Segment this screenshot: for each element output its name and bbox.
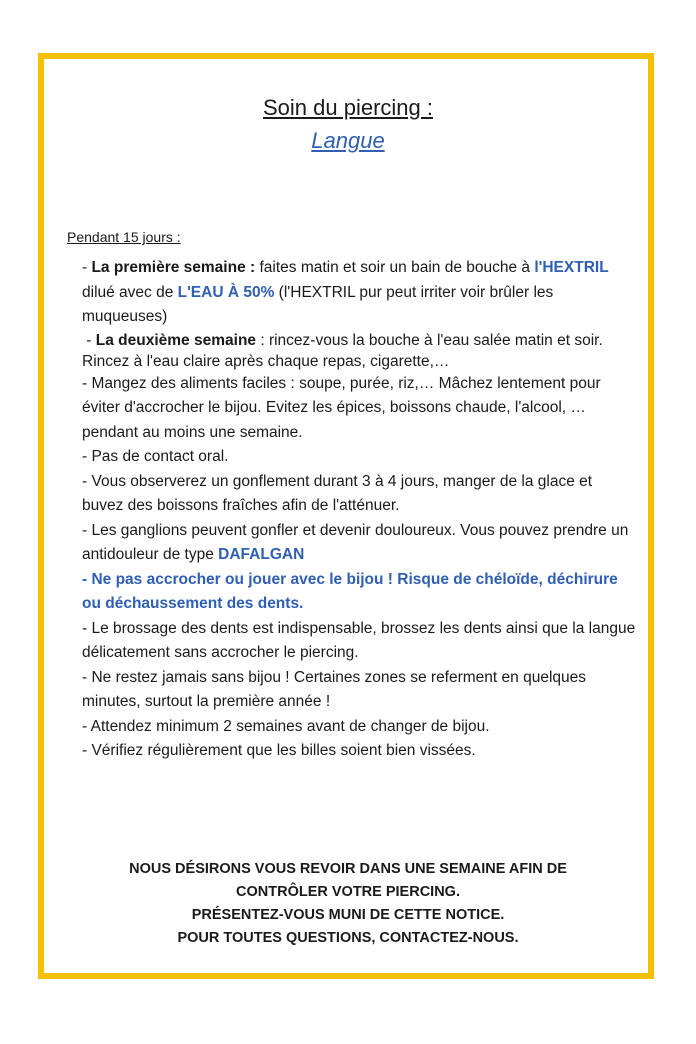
week2-paragraph [82,330,637,372]
page-subtitle: Langue [311,128,385,153]
ganglions-text: - Les ganglions peuvent gonfler et devenir douloureux. Vous pouvez prendre un antidouleur de type [82,521,629,563]
period-label: Pendant 15 jours : [67,229,181,245]
never-item: - Ne restez jamais sans bijou ! Certaines zones se referment en quelques minutes, surtout la première année ! [82,668,586,710]
swelling-item: - Vous observerez un gonflement durant 3 à 4 jours, manger de la glace et buvez des boissons fraîches afin de l'atténuer. [82,472,593,514]
oral-item: - Pas de contact oral. [82,448,229,465]
footer-line-2: CONTRÔLER VOTRE PIERCING. [236,884,460,900]
footer-line-3: PRÉSENTEZ-VOUS MUNI DE CETTE NOTICE. [191,907,505,923]
footer-line-1: NOUS DÉSIRONS VOUS REVOIR DANS UNE SEMAINE AFIN DE [129,861,567,877]
week2-text: : rincez-vous la bouche à l'eau salée matin et soir. Rincez à l'eau claire après chaque repas, cigarette,… [82,331,603,370]
week1-label: La première semaine : [91,259,256,276]
care-instructions [82,256,637,764]
page-title: Soin du piercing : [263,95,433,120]
footer-notice [60,858,636,950]
dafalgan-highlight: DAFALGAN [218,546,305,563]
check-item: - Vérifiez régulièrement que les billes soient bien vissées. [82,742,476,759]
brushing-item: - Le brossage des dents est indispensable, brossez les dents ainsi que la langue délicatement sans accrocher le piercing. [82,619,636,661]
week1-text2: dilué avec de [82,283,178,301]
week1-paragraph [82,256,637,330]
week1-prefix: - [82,259,92,276]
week2-label: La deuxième semaine [95,331,257,349]
wait-item: - Attendez minimum 2 semaines avant de changer de bijou. [82,717,490,735]
food-item: - Mangez des aliments faciles : soupe, purée, riz,… Mâchez lentement pour éviter d'accrocher le bijou. Evitez les épices, boissons chaude, l'alcool, … pendant au moins une semaine. [82,374,601,441]
week1-text3: (l'HEXTRIL pur peut irriter voir brûler les muqueuses) [82,283,554,325]
ganglions-item [82,519,637,568]
week2-prefix: - [82,331,96,349]
week1-text1: faites matin et soir un bain de bouche à [255,259,535,276]
footer-line-4: POUR TOUTES QUESTIONS, CONTACTEZ-NOUS. [177,930,519,946]
eau-highlight: L'EAU À 50% [177,283,275,301]
hextril-highlight: l'HEXTRIL [534,259,609,276]
warning-item: - Ne pas accrocher ou jouer avec le bijou ! Risque de chéloïde, déchirure ou déchaussement des dents. [82,570,618,612]
